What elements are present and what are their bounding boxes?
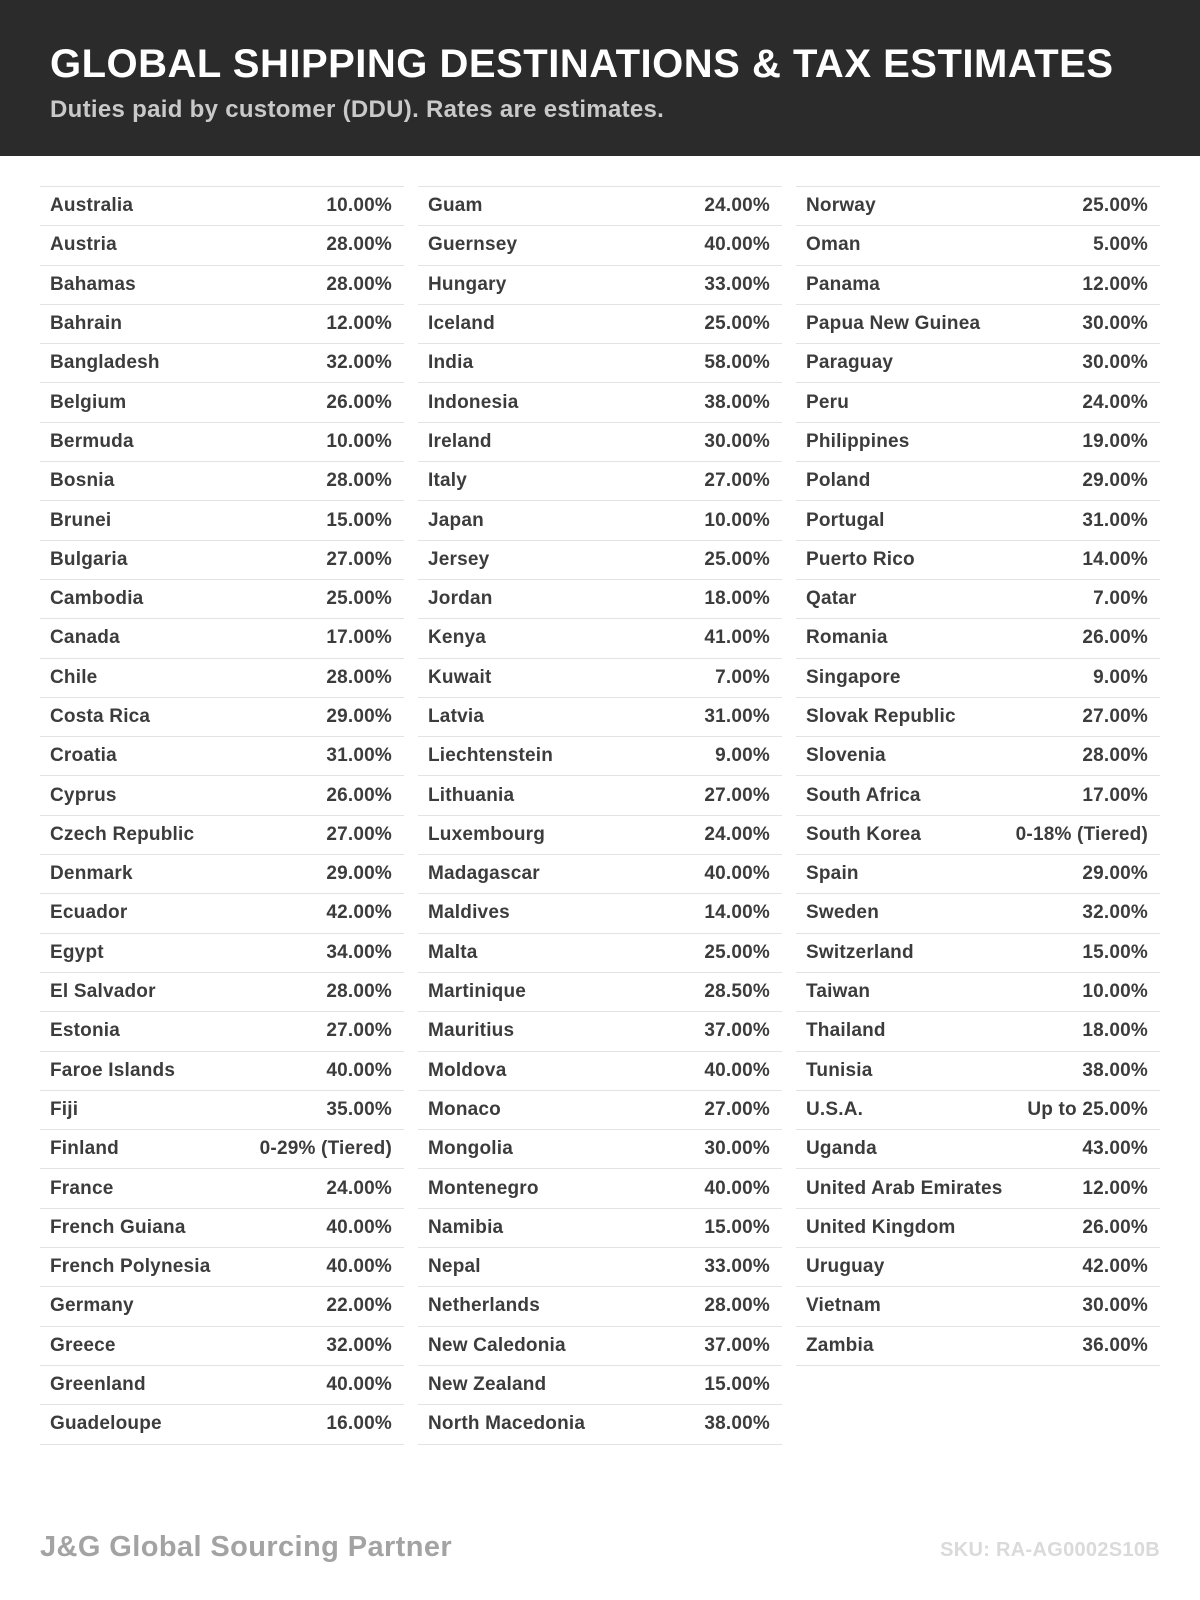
country-name: Fiji: [50, 1098, 79, 1120]
table-row: [418, 698, 782, 737]
country-name: Montenegro: [428, 1177, 539, 1199]
table-row: [796, 383, 1160, 422]
table-row: [796, 1052, 1160, 1091]
country-name: Luxembourg: [428, 823, 546, 845]
tax-rate: 37.00%: [704, 1020, 770, 1042]
tax-rate: 25.00%: [1082, 195, 1148, 217]
country-name: Italy: [428, 470, 468, 492]
country-name: U.S.A.: [806, 1098, 864, 1120]
tax-rate: 43.00%: [1082, 1138, 1148, 1160]
tax-rate: 28.00%: [326, 981, 392, 1003]
tax-rate: 25.00%: [704, 548, 770, 570]
table-row: [40, 816, 404, 855]
tax-rate: 28.00%: [326, 470, 392, 492]
table-row: [796, 501, 1160, 540]
table-row: [418, 619, 782, 658]
country-name: Netherlands: [428, 1295, 541, 1317]
table-row: [40, 1052, 404, 1091]
country-name: Tunisia: [806, 1059, 873, 1081]
table-row: [796, 423, 1160, 462]
tax-rate: 29.00%: [326, 706, 392, 727]
table-row: [796, 1248, 1160, 1287]
table-row: [796, 1287, 1160, 1326]
sku-label: SKU: RA-AG0002S10B: [940, 1539, 1160, 1561]
table-row: [418, 1405, 782, 1444]
country-name: Kenya: [428, 627, 487, 649]
table-row: [796, 1091, 1160, 1130]
country-name: Oman: [806, 234, 861, 256]
country-name: Guadeloupe: [50, 1413, 162, 1435]
table-row: [40, 1248, 404, 1287]
table-row: [418, 344, 782, 383]
country-name: Spain: [806, 863, 859, 885]
tax-rate: 32.00%: [326, 352, 392, 374]
country-name: Peru: [806, 391, 850, 413]
tax-rate: 30.00%: [1082, 352, 1148, 374]
tax-rate: 14.00%: [704, 902, 770, 924]
table-row: [40, 305, 404, 344]
tax-rate: 10.00%: [704, 509, 770, 531]
table-row: [796, 1012, 1160, 1051]
country-name: Maldives: [428, 902, 510, 924]
tax-rate: 29.00%: [1082, 470, 1148, 492]
table-row: [40, 659, 404, 698]
table-row: [796, 816, 1160, 855]
country-name: Slovak Republic: [806, 706, 956, 727]
country-name: South Africa: [806, 784, 921, 806]
table-row: [418, 973, 782, 1012]
tax-rate: 15.00%: [704, 1216, 770, 1238]
country-name: Poland: [806, 470, 871, 492]
table-row: [418, 541, 782, 580]
tax-rate: 24.00%: [704, 195, 770, 217]
table-row: [40, 776, 404, 815]
country-name: Sweden: [806, 902, 879, 924]
country-name: Kuwait: [428, 666, 492, 688]
country-name: New Zealand: [428, 1374, 547, 1396]
table-row: [796, 619, 1160, 658]
country-name: Jersey: [428, 548, 490, 570]
table-row: [418, 462, 782, 501]
table-row: [796, 1327, 1160, 1366]
tax-rate: 30.00%: [1082, 1295, 1148, 1317]
country-name: Hungary: [428, 273, 507, 295]
tax-rate: 27.00%: [1082, 706, 1148, 727]
country-name: Greece: [50, 1334, 116, 1356]
country-name: Brunei: [50, 509, 112, 531]
tax-rate: 31.00%: [704, 706, 770, 727]
tax-rate: 22.00%: [326, 1295, 392, 1317]
country-name: French Guiana: [50, 1216, 186, 1238]
country-name: North Macedonia: [428, 1413, 586, 1435]
country-name: Denmark: [50, 863, 133, 885]
tax-rate: 40.00%: [704, 234, 770, 256]
tax-rate: 40.00%: [704, 1177, 770, 1199]
country-name: French Polynesia: [50, 1256, 211, 1278]
table-row: [796, 462, 1160, 501]
country-name: Panama: [806, 273, 881, 295]
tax-rate: 38.00%: [704, 391, 770, 413]
tax-rate: 15.00%: [1082, 941, 1148, 963]
country-name: Paraguay: [806, 352, 894, 374]
table-row: [796, 776, 1160, 815]
tax-rate: 9.00%: [1093, 666, 1148, 688]
tax-rate: 0-29% (Tiered): [259, 1138, 392, 1160]
country-name: Finland: [50, 1138, 119, 1160]
table-row: [418, 934, 782, 973]
table-row: [418, 737, 782, 776]
table-row: [796, 855, 1160, 894]
tax-rate: 58.00%: [704, 352, 770, 374]
country-name: Puerto Rico: [806, 548, 915, 570]
country-name: Mongolia: [428, 1138, 513, 1160]
table-row: [418, 1327, 782, 1366]
table-row: [40, 423, 404, 462]
table-row: [418, 1052, 782, 1091]
table-row: [796, 934, 1160, 973]
page-subtitle: Duties paid by customer (DDU). Rates are estimates.: [50, 96, 665, 123]
country-name: Taiwan: [806, 981, 871, 1003]
tax-rate: 5.00%: [1093, 234, 1148, 256]
tax-rate: 40.00%: [704, 863, 770, 885]
table-row: [418, 1169, 782, 1208]
country-name: South Korea: [806, 823, 922, 845]
brand-name: J&G Global Sourcing Partner: [40, 1531, 453, 1563]
country-name: Iceland: [428, 313, 495, 335]
table-column-2: [418, 186, 782, 1445]
country-name: France: [50, 1177, 114, 1199]
table-row: [418, 305, 782, 344]
table-row: [40, 1405, 404, 1444]
country-name: Cambodia: [50, 588, 144, 610]
tax-rate: 17.00%: [1082, 784, 1148, 806]
country-name: Romania: [806, 627, 888, 649]
table-row: [40, 541, 404, 580]
table-column-1: [40, 186, 404, 1445]
tax-rate: 40.00%: [326, 1374, 392, 1396]
tax-rate: 42.00%: [1082, 1256, 1148, 1278]
table-row: [418, 383, 782, 422]
country-name: Cyprus: [50, 784, 117, 806]
tax-rate: 12.00%: [326, 313, 392, 335]
table-row: [418, 187, 782, 226]
tax-rate: 26.00%: [1082, 627, 1148, 649]
country-name: New Caledonia: [428, 1334, 566, 1356]
country-name: Bahrain: [50, 313, 123, 335]
country-name: Ecuador: [50, 902, 128, 924]
country-name: Slovenia: [806, 745, 886, 767]
tax-rate: 12.00%: [1082, 1177, 1148, 1199]
country-name: Japan: [428, 509, 484, 531]
country-name: Guernsey: [428, 234, 518, 256]
table-row: [796, 1169, 1160, 1208]
tax-rate: 31.00%: [326, 745, 392, 767]
tax-rate: 33.00%: [704, 1256, 770, 1278]
table-row: [418, 894, 782, 933]
country-name: Uruguay: [806, 1256, 885, 1278]
tax-rate: 27.00%: [704, 1098, 770, 1120]
tax-rate: 38.00%: [1082, 1059, 1148, 1081]
table-row: [40, 462, 404, 501]
table-row: [40, 580, 404, 619]
country-name: Uganda: [806, 1138, 877, 1160]
table-row: [40, 1366, 404, 1405]
tax-rate: 28.00%: [1082, 745, 1148, 767]
table-row: [796, 698, 1160, 737]
table-row: [40, 501, 404, 540]
country-name: Germany: [50, 1295, 134, 1317]
table-row: [796, 894, 1160, 933]
tax-rate: 15.00%: [326, 509, 392, 531]
tax-rate: 30.00%: [704, 1138, 770, 1160]
table-row: [40, 737, 404, 776]
country-name: Malta: [428, 941, 478, 963]
page-title: GLOBAL SHIPPING DESTINATIONS & TAX ESTIMATES: [50, 42, 1114, 86]
table-row: [40, 344, 404, 383]
tax-rate: 27.00%: [704, 470, 770, 492]
table-row: [40, 1130, 404, 1169]
country-name: Bahamas: [50, 273, 136, 295]
country-name: Switzerland: [806, 941, 914, 963]
country-name: Croatia: [50, 745, 117, 767]
tax-rate: 15.00%: [704, 1374, 770, 1396]
tax-rate: 29.00%: [326, 863, 392, 885]
table-row: [796, 344, 1160, 383]
tax-rate: 31.00%: [1082, 509, 1148, 531]
tax-rate: 10.00%: [326, 195, 392, 217]
table-row: [796, 226, 1160, 265]
country-name: Bulgaria: [50, 548, 128, 570]
table-row: [418, 855, 782, 894]
table-row: [418, 580, 782, 619]
tax-rate: 38.00%: [704, 1413, 770, 1435]
country-name: Australia: [50, 195, 134, 217]
table-row: [796, 266, 1160, 305]
tax-rate: 25.00%: [704, 941, 770, 963]
tax-rate: 33.00%: [704, 273, 770, 295]
country-name: Martinique: [428, 981, 527, 1003]
tax-rate: 24.00%: [1082, 391, 1148, 413]
country-name: Norway: [806, 195, 876, 217]
country-name: Indonesia: [428, 391, 519, 413]
country-name: Vietnam: [806, 1295, 881, 1317]
tax-rate: 42.00%: [326, 902, 392, 924]
tax-rate: 37.00%: [704, 1334, 770, 1356]
country-name: Lithuania: [428, 784, 515, 806]
country-name: Egypt: [50, 941, 104, 963]
tax-rate: 7.00%: [1093, 588, 1148, 610]
table-row: [796, 1130, 1160, 1169]
tax-rate: 26.00%: [1082, 1216, 1148, 1238]
tax-rate: 17.00%: [326, 627, 392, 649]
tax-rate: 27.00%: [704, 784, 770, 806]
tax-rate: 28.00%: [326, 666, 392, 688]
country-name: Canada: [50, 627, 120, 649]
table-row: [418, 226, 782, 265]
table-row: [796, 541, 1160, 580]
tax-rate: 28.00%: [326, 273, 392, 295]
tax-rate: 18.00%: [1082, 1020, 1148, 1042]
table-row: [418, 1130, 782, 1169]
table-row: [418, 1248, 782, 1287]
tax-rate: 28.00%: [704, 1295, 770, 1317]
country-name: Portugal: [806, 509, 885, 531]
tax-rate: 36.00%: [1082, 1334, 1148, 1356]
table-row: [40, 266, 404, 305]
tax-rate: Up to 25.00%: [1027, 1098, 1148, 1120]
country-name: Ireland: [428, 430, 492, 452]
country-name: India: [428, 352, 474, 374]
tax-rate: 34.00%: [326, 941, 392, 963]
table-row: [796, 659, 1160, 698]
country-name: Bosnia: [50, 470, 115, 492]
table-row: [40, 1209, 404, 1248]
table-row: [418, 659, 782, 698]
table-row: [418, 1012, 782, 1051]
table-row: [796, 187, 1160, 226]
tax-rate: 25.00%: [704, 313, 770, 335]
table-row: [418, 423, 782, 462]
table-column-3: [796, 186, 1160, 1366]
tax-rate: 14.00%: [1082, 548, 1148, 570]
country-name: Faroe Islands: [50, 1059, 176, 1081]
tax-rate: 0-18% (Tiered): [1015, 823, 1148, 845]
table-row: [796, 580, 1160, 619]
country-name: El Salvador: [50, 981, 156, 1003]
tax-rate: 18.00%: [704, 588, 770, 610]
table-row: [418, 816, 782, 855]
country-name: Qatar: [806, 588, 857, 610]
table-row: [418, 266, 782, 305]
table-row: [796, 737, 1160, 776]
tax-rate: 32.00%: [326, 1334, 392, 1356]
country-name: Monaco: [428, 1098, 501, 1120]
table-row: [40, 1327, 404, 1366]
tax-rate: 41.00%: [704, 627, 770, 649]
country-name: Mauritius: [428, 1020, 515, 1042]
country-name: Latvia: [428, 706, 485, 727]
country-name: Thailand: [806, 1020, 886, 1042]
table-row: [40, 855, 404, 894]
tax-rate: 26.00%: [326, 784, 392, 806]
tax-rate: 40.00%: [326, 1059, 392, 1081]
tax-rate: 10.00%: [1082, 981, 1148, 1003]
tax-rate: 9.00%: [715, 745, 770, 767]
table-row: [40, 1091, 404, 1130]
country-name: Costa Rica: [50, 706, 151, 727]
tax-rate: 32.00%: [1082, 902, 1148, 924]
table-row: [40, 973, 404, 1012]
tax-rate: 27.00%: [326, 1020, 392, 1042]
tax-rate: 24.00%: [704, 823, 770, 845]
country-name: Belgium: [50, 391, 127, 413]
tax-rate: 27.00%: [326, 548, 392, 570]
table-row: [418, 1209, 782, 1248]
country-name: Estonia: [50, 1020, 121, 1042]
table-row: [40, 1012, 404, 1051]
tax-rate: 24.00%: [326, 1177, 392, 1199]
country-name: Philippines: [806, 430, 910, 452]
country-name: Liechtenstein: [428, 745, 554, 767]
tax-rate: 28.50%: [704, 981, 770, 1003]
table-row: [418, 1287, 782, 1326]
table-row: [40, 1169, 404, 1208]
table-row: [40, 619, 404, 658]
country-name: Chile: [50, 666, 98, 688]
tax-rate: 29.00%: [1082, 863, 1148, 885]
tax-rate: 10.00%: [326, 430, 392, 452]
country-name: Czech Republic: [50, 823, 195, 845]
footer: [40, 1531, 1160, 1564]
table-row: [418, 776, 782, 815]
table-row: [40, 226, 404, 265]
table-row: [40, 187, 404, 226]
tax-rate: 25.00%: [326, 588, 392, 610]
country-name: Bangladesh: [50, 352, 160, 374]
country-name: Namibia: [428, 1216, 504, 1238]
tax-rate: 26.00%: [326, 391, 392, 413]
table-row: [418, 1366, 782, 1405]
table-row: [796, 305, 1160, 344]
tax-rate: 40.00%: [326, 1256, 392, 1278]
country-name: Nepal: [428, 1256, 481, 1278]
table-row: [796, 1209, 1160, 1248]
table-row: [418, 1091, 782, 1130]
country-name: Zambia: [806, 1334, 874, 1356]
tax-rate: 40.00%: [326, 1216, 392, 1238]
tax-rate: 7.00%: [715, 666, 770, 688]
table-row: [40, 383, 404, 422]
tax-rate: 35.00%: [326, 1098, 392, 1120]
country-name: Madagascar: [428, 863, 540, 885]
header-banner: [0, 0, 1200, 156]
country-name: Singapore: [806, 666, 901, 688]
table-row: [40, 934, 404, 973]
table-row: [796, 973, 1160, 1012]
table-row: [40, 698, 404, 737]
country-name: United Arab Emirates: [806, 1177, 1003, 1199]
tax-rate-table: [0, 156, 1200, 1445]
country-name: Guam: [428, 195, 483, 217]
table-row: [418, 501, 782, 540]
tax-rate: 40.00%: [704, 1059, 770, 1081]
tax-rate: 12.00%: [1082, 273, 1148, 295]
tax-rate: 27.00%: [326, 823, 392, 845]
country-name: Papua New Guinea: [806, 313, 981, 335]
tax-rate: 28.00%: [326, 234, 392, 256]
country-name: Bermuda: [50, 430, 134, 452]
country-name: Austria: [50, 234, 117, 256]
tax-rate: 30.00%: [1082, 313, 1148, 335]
table-row: [40, 894, 404, 933]
table-row: [40, 1287, 404, 1326]
country-name: United Kingdom: [806, 1216, 956, 1238]
country-name: Greenland: [50, 1374, 146, 1396]
country-name: Jordan: [428, 588, 493, 610]
tax-rate: 30.00%: [704, 430, 770, 452]
country-name: Moldova: [428, 1059, 507, 1081]
tax-rate: 19.00%: [1082, 430, 1148, 452]
tax-rate: 16.00%: [326, 1413, 392, 1435]
